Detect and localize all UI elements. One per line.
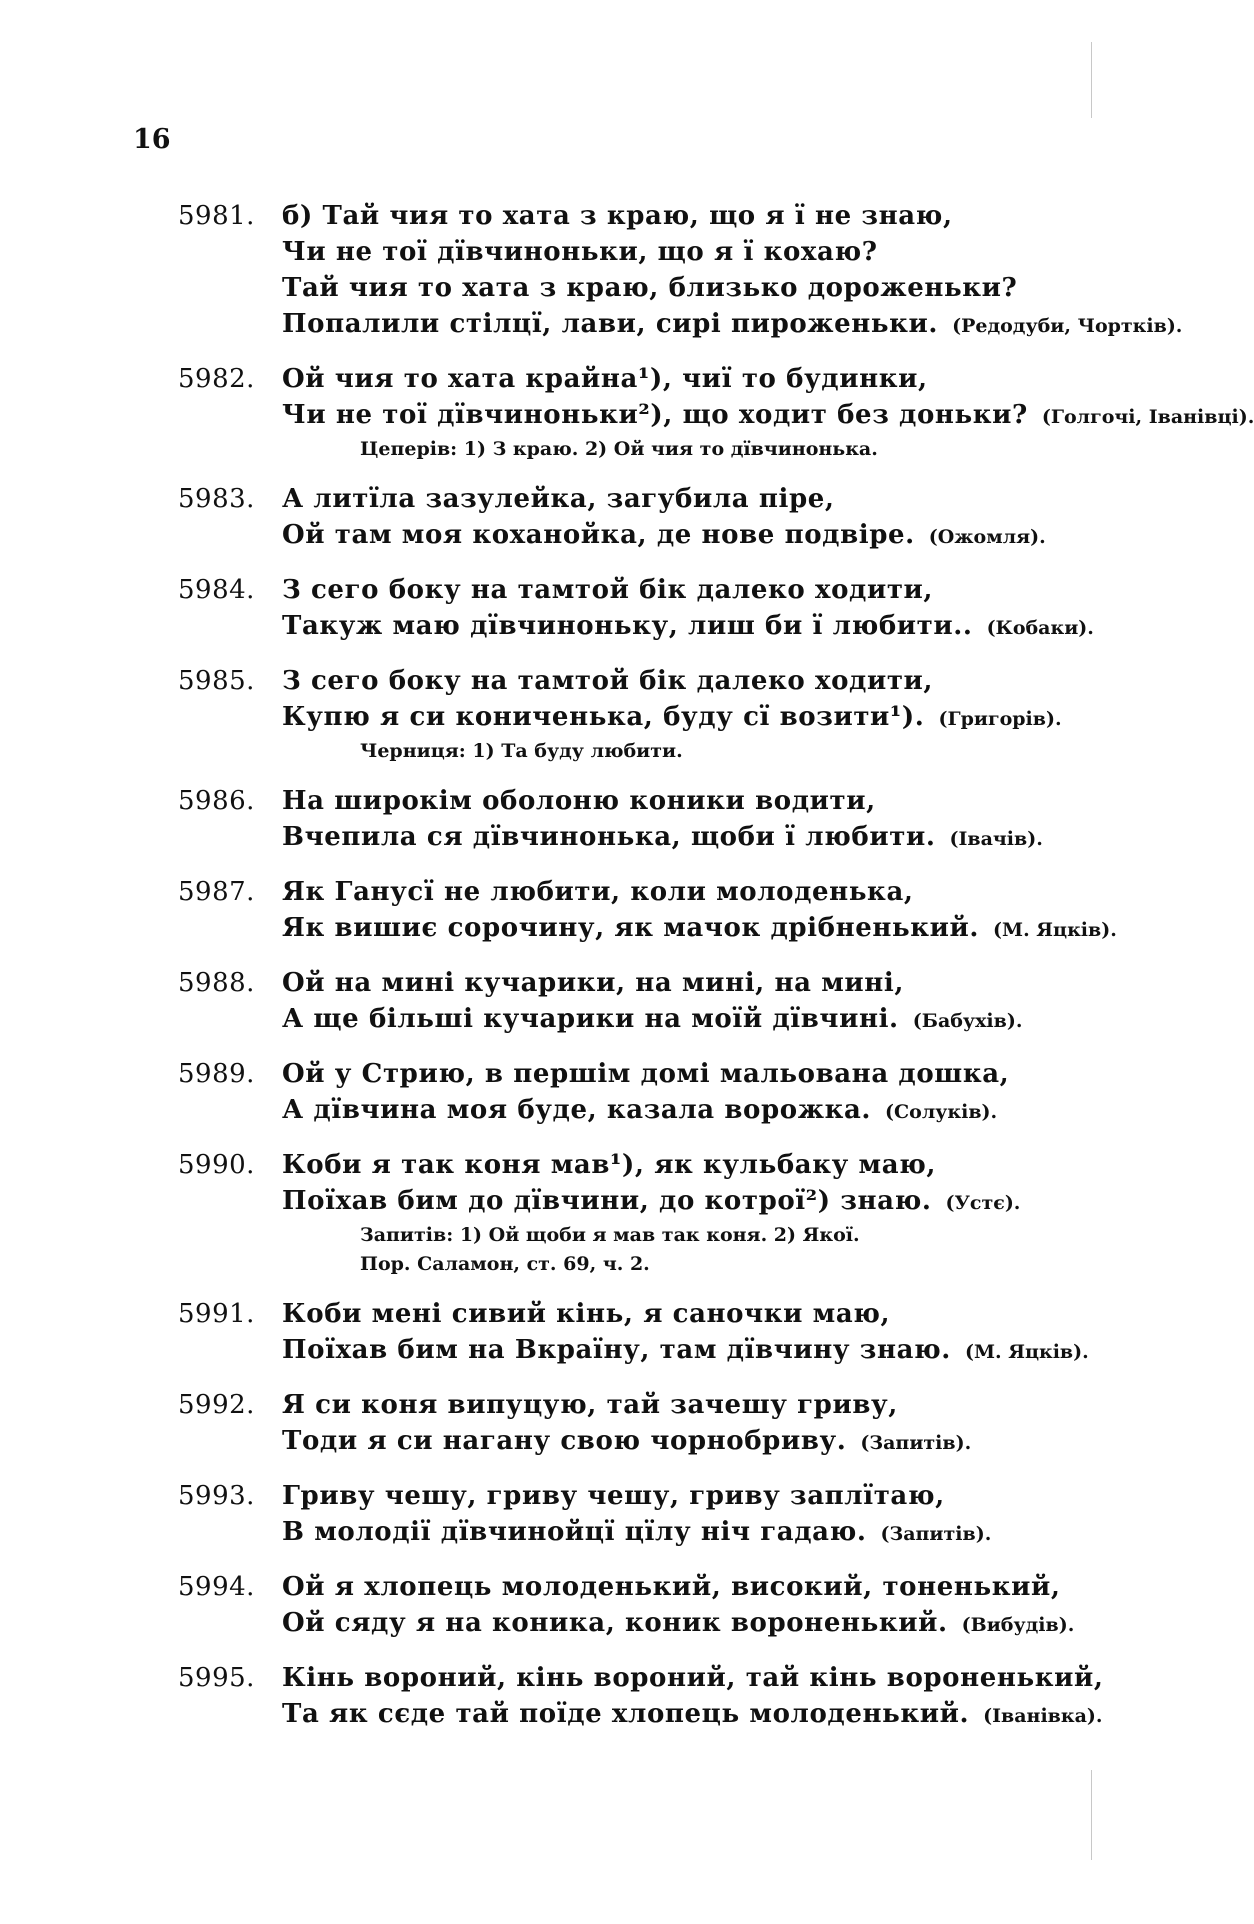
verse-line: Ой сяду я на коника, коник вороненький.	[282, 1608, 948, 1638]
entry-number: 5991.	[178, 1299, 255, 1329]
verse-line: Кінь вороний, кінь вороний, тай кінь вороненький,	[282, 1663, 1104, 1693]
source-location: (Кобаки).	[986, 617, 1094, 639]
verse-line: З сего боку на тамтой бік далеко ходити,	[282, 575, 934, 605]
source-location: (Редодуби, Чортків).	[952, 315, 1183, 337]
verse-line: Чи не тої дївчиноньки, що я ї кохаю?	[282, 237, 878, 267]
verse-line: Я си коня випуцую, тай зачешу гриву,	[282, 1390, 898, 1420]
page-edge-mark-top	[1091, 42, 1092, 118]
entry-number: 5990.	[178, 1150, 255, 1180]
reference-note: Пор. Саламон, ст. 69, ч. 2.	[360, 1253, 650, 1275]
entry-5992	[0, 1387, 1140, 1461]
entry-number: 5984.	[178, 575, 255, 605]
entry-5989	[0, 1056, 1140, 1130]
entry-5983	[0, 481, 1140, 555]
source-location: (Голгочі, Іванівці).	[1041, 406, 1254, 428]
verse-line: В молодії дївчинойцї цїлу ніч гадаю.	[282, 1517, 867, 1547]
verse-line: Як Ганусї не любити, коли молоденька,	[282, 877, 914, 907]
source-location: (Григорів).	[938, 708, 1062, 730]
verse-line: Ой я хлопець молоденький, високий, тоненький,	[282, 1572, 1061, 1602]
verse-line: Ой там моя коханойка, де нове подвіре.	[282, 520, 915, 550]
entry-number: 5981.	[178, 201, 255, 231]
verse-line: Вчепила ся дївчинонька, щоби ї любити.	[282, 822, 936, 852]
source-location: (Солуків).	[885, 1101, 998, 1123]
verse-line: Ой на мині кучарики, на мині, на мині,	[282, 968, 905, 998]
verse-line: Тай чия то хата з краю, близько дороженьки?	[282, 273, 1018, 303]
entry-5994	[0, 1569, 1140, 1643]
entry-number: 5988.	[178, 968, 255, 998]
entry-number: 5982.	[178, 364, 255, 394]
verse-line: Купю я си кониченька, буду сї возити¹).	[282, 702, 925, 732]
verse-line: Поїхав бим на Вкраїну, там дївчину знаю.	[282, 1335, 951, 1365]
entry-5995	[0, 1660, 1140, 1734]
entry-5984	[0, 572, 1140, 646]
entry-number: 5992.	[178, 1390, 255, 1420]
entry-number: 5985.	[178, 666, 255, 696]
entry-number: 5986.	[178, 786, 255, 816]
source-location: (Бабухів).	[912, 1010, 1023, 1032]
verse-line: На широкім оболоню коники водити,	[282, 786, 876, 816]
verse-line: Коби мені сивий кінь, я саночки маю,	[282, 1299, 891, 1329]
page-edge-mark-bottom	[1091, 1770, 1092, 1860]
verse-line: Як вишиє сорочину, як мачок дрібненький.	[282, 913, 980, 943]
source-location: (Устє).	[945, 1192, 1021, 1214]
entry-number: 5983.	[178, 484, 255, 514]
entry-number: 5993.	[178, 1481, 255, 1511]
entry-5988	[0, 965, 1140, 1039]
verse-line: З сего боку на тамтой бік далеко ходити,	[282, 666, 934, 696]
verse-line: Та як сєде тай поїде хлопець молоденький.	[282, 1699, 970, 1729]
entry-number: 5987.	[178, 877, 255, 907]
entry-5986	[0, 783, 1140, 857]
entry-5990	[0, 1147, 1140, 1279]
source-location: (Іванівка).	[983, 1705, 1103, 1727]
entry-number: 5989.	[178, 1059, 255, 1089]
variant-note: Черниця: 1) Та буду любити.	[360, 740, 683, 762]
source-location: (Запитів).	[880, 1523, 992, 1545]
variant-note: Цеперів: 1) З краю. 2) Ой чия то дївчинонька.	[360, 438, 878, 460]
song-entries	[0, 198, 1254, 1751]
entry-5981	[0, 198, 1183, 344]
source-location: (Вибудів).	[961, 1614, 1075, 1636]
entry-number: 5995.	[178, 1663, 255, 1693]
source-location: (Івачів).	[949, 828, 1043, 850]
verse-line: Поїхав бим до дївчини, до котрої²) знаю.	[282, 1186, 932, 1216]
verse-line: Ой чия то хата крайна¹), чиї то будинки,	[282, 364, 928, 394]
entry-5991	[0, 1296, 1140, 1370]
verse-line: Чи не тої дївчиноньки²), що ходит без доньки?	[282, 400, 1028, 430]
verse-line: Гриву чешу, гриву чешу, гриву заплїтаю,	[282, 1481, 945, 1511]
verse-line: б) Тай чия то хата з краю, що я ї не знаю,	[282, 201, 953, 231]
entry-5987	[0, 874, 1140, 948]
verse-line: Такуж маю дївчиноньку, лиш би ї любити..	[282, 611, 973, 641]
verse-line: А ще більші кучарики на моїй дївчині.	[282, 1004, 899, 1034]
page-number: 16	[133, 124, 171, 155]
source-location: (М. Яцків).	[993, 919, 1117, 941]
variant-note: Запитів: 1) Ой щоби я мав так коня. 2) Якої.	[360, 1224, 860, 1246]
verse-line: Ой у Стрию, в першім домі мальована дошка,	[282, 1059, 1010, 1089]
verse-line: Коби я так коня мав¹), як кульбаку маю,	[282, 1150, 937, 1180]
verse-line: Тоди я си нагану свою чорнобриву.	[282, 1426, 847, 1456]
entry-5982	[0, 361, 1254, 464]
source-location: (М. Яцків).	[964, 1341, 1089, 1363]
entry-5985	[0, 663, 1140, 766]
verse-line: Попалили стілцї, лави, сирі пироженьки.	[282, 309, 939, 339]
entry-5993	[0, 1478, 1140, 1552]
verse-line: А литїла зазулейка, загубила піре,	[282, 484, 835, 514]
source-location: (Ожомля).	[928, 526, 1046, 548]
source-location: (Запитів).	[860, 1432, 972, 1454]
verse-line: А дївчина моя буде, казала ворожка.	[282, 1095, 872, 1125]
entry-number: 5994.	[178, 1572, 255, 1602]
